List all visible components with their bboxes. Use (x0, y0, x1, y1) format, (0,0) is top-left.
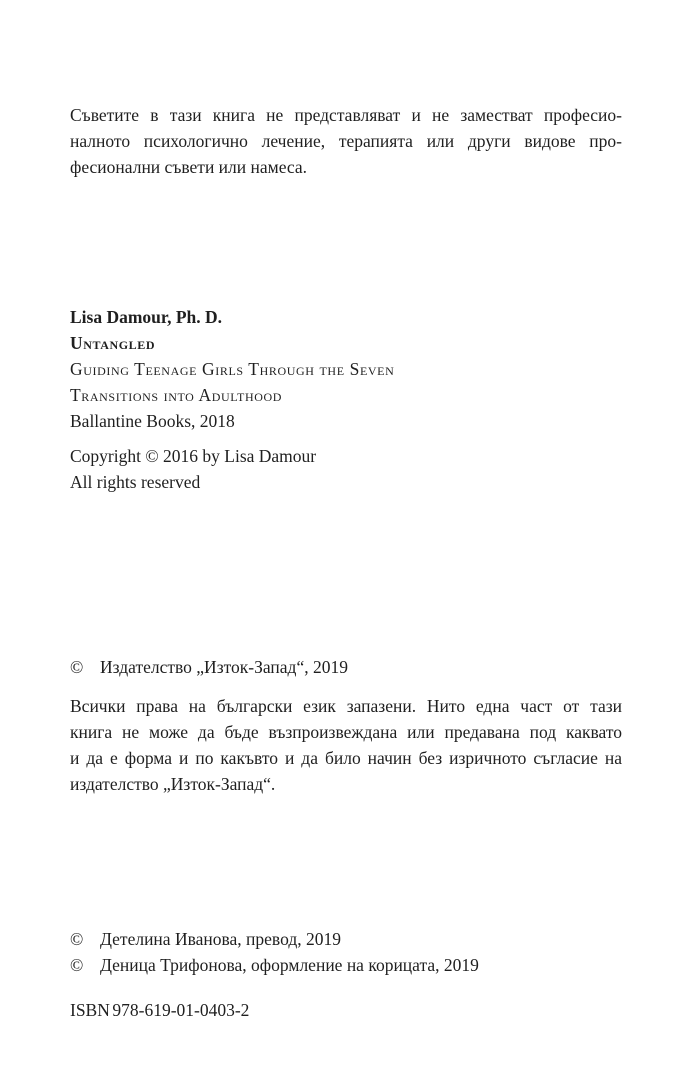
original-title: Untangled (70, 333, 156, 353)
isbn-label: ISBN (70, 1000, 110, 1020)
copyright-notice (70, 443, 622, 495)
copyright-symbol: © (70, 929, 84, 949)
credit-row (70, 952, 622, 978)
copyright-symbol: © (70, 657, 84, 677)
original-edition-info (70, 304, 622, 434)
rights-reserved-line: All rights reserved (70, 472, 201, 492)
rights-line: Всички права на български език запазени. Нито една част от тази (70, 696, 622, 716)
isbn-block (70, 997, 622, 1023)
original-author: Lisa Damour, Ph. D. (70, 307, 223, 327)
disclaimer-line: фесионални съвети или намеса. (70, 157, 308, 177)
bg-publisher-copyright (70, 654, 622, 680)
disclaimer-line: Съветите в тази книга не представляват и не заместват професио- (70, 105, 622, 125)
isbn-row (70, 997, 622, 1023)
disclaimer-line: налното психологично лечение, терапията или други видове про- (70, 131, 622, 151)
copyright-line: Copyright © 2016 by Lisa Damour (70, 446, 317, 466)
rights-paragraph (70, 693, 622, 797)
disclaimer-paragraph (70, 102, 622, 180)
credit-row (70, 926, 622, 952)
rights-line: книга не може да бъде възпроизвеждана или предавана под каквато (70, 722, 622, 742)
credits-list (70, 926, 622, 978)
rights-line: издателство „Изток-Запад“. (70, 774, 276, 794)
original-publisher: Ballantine Books, 2018 (70, 411, 235, 431)
original-subtitle-line1: Guiding Teenage Girls Through the Seven (70, 359, 395, 379)
bg-publisher-text: Издателство „Изток-Запад“, 2019 (100, 657, 348, 677)
isbn-value: 978-619-01-0403-2 (112, 1000, 250, 1020)
credit-text: Деница Трифонова, оформление на корицата, 2019 (100, 955, 479, 975)
credit-text: Детелина Иванова, превод, 2019 (100, 929, 341, 949)
bg-publisher-row (70, 654, 622, 680)
copyright-symbol: © (70, 955, 84, 975)
rights-line: и да е форма и по какъвто и да било начин без изричното съгласие на (70, 748, 622, 768)
original-subtitle-line2: Transitions into Adulthood (70, 385, 283, 405)
